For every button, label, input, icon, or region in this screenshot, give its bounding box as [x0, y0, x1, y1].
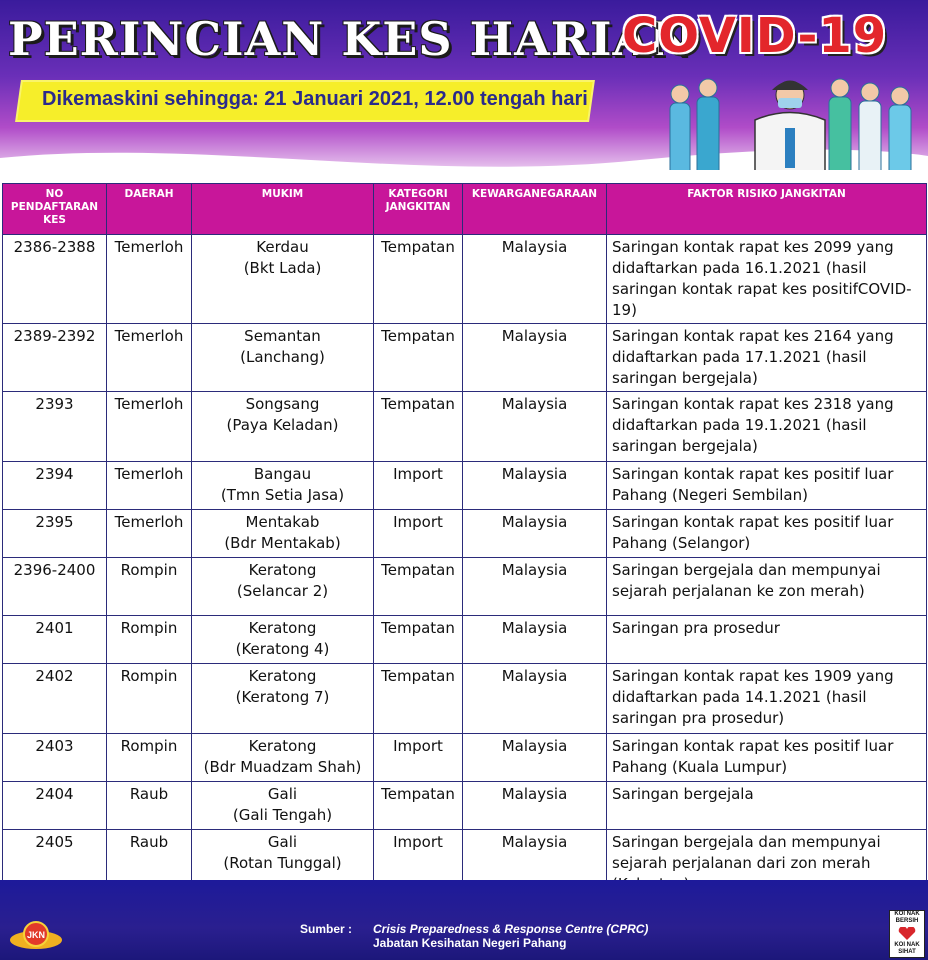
cell-daerah: Temerloh: [107, 324, 192, 392]
cell-no: 2386-2388: [3, 235, 107, 324]
mukim-name: Keratong: [248, 561, 317, 579]
table-row: [3, 734, 927, 782]
cell-mukim: [192, 782, 374, 830]
table-row: [3, 782, 927, 830]
cell-warga: Malaysia: [463, 782, 607, 830]
mukim-name: Bangau: [253, 465, 312, 483]
table-row: [3, 558, 927, 616]
table-row: [3, 510, 927, 558]
cell-mukim: [192, 510, 374, 558]
cell-faktor: Saringan kontak rapat kes 2164 yang didaftarkan pada 17.1.2021 (hasil saringan bergejala): [607, 324, 927, 392]
cell-kategori: Tempatan: [374, 664, 463, 734]
mukim-name: Semantan: [244, 327, 321, 345]
case-table: [2, 183, 927, 900]
cell-faktor: Saringan kontak rapat kes positif luar Pahang (Negeri Sembilan): [607, 462, 927, 510]
mukim-area: (Bdr Muadzam Shah): [203, 758, 362, 776]
mukim-area: (Lanchang): [240, 348, 325, 366]
header-warga: KEWARGANEGARAAN: [463, 184, 607, 235]
header-no: NO PENDAFTARAN KES: [3, 184, 107, 235]
cell-no: 2393: [3, 392, 107, 462]
cell-kategori: Import: [374, 830, 463, 900]
cell-daerah: Temerloh: [107, 510, 192, 558]
cell-daerah: Rompin: [107, 616, 192, 664]
cell-daerah: Temerloh: [107, 462, 192, 510]
source-label: Sumber :: [300, 922, 353, 936]
cell-no: 2395: [3, 510, 107, 558]
page-title: PERINCIAN KES HARIAN: [8, 12, 693, 66]
cell-kategori: Import: [374, 510, 463, 558]
table-row: [3, 324, 927, 392]
cell-no: 2394: [3, 462, 107, 510]
table-row: [3, 462, 927, 510]
mukim-name: Keratong: [248, 619, 317, 637]
mukim-name: Gali: [267, 785, 298, 803]
cell-warga: Malaysia: [463, 510, 607, 558]
cell-kategori: Tempatan: [374, 392, 463, 462]
table-row: [3, 392, 927, 462]
medical-staff-illustration: [660, 70, 928, 170]
table-row: [3, 664, 927, 734]
cell-warga: Malaysia: [463, 616, 607, 664]
mukim-name: Kerdau: [256, 238, 309, 256]
cell-kategori: Tempatan: [374, 235, 463, 324]
mukim-area: (Tmn Setia Jasa): [220, 486, 345, 504]
logo-top-text: KOI NAK BERSIH: [894, 911, 920, 924]
cell-faktor: Saringan kontak rapat kes 2099 yang didaftarkan pada 16.1.2021 (hasil saringan kontak rapat kes positifCOVID-19): [607, 235, 927, 324]
cell-no: 2404: [3, 782, 107, 830]
cell-warga: Malaysia: [463, 462, 607, 510]
cell-faktor: Saringan bergejala dan mempunyai sejarah perjalanan ke zon merah): [607, 558, 927, 616]
cell-faktor: Saringan bergejala dan mempunyai sejarah perjalanan dari zon merah: [607, 830, 927, 900]
cell-daerah: Temerloh: [107, 235, 192, 324]
mukim-area: (Paya Keladan): [226, 416, 339, 434]
cell-faktor: Saringan kontak rapat kes 1909 yang didaftarkan pada 14.1.2021 (hasil saringan pra prosedur): [607, 664, 927, 734]
header-kategori: KATEGORI JANGKITAN: [374, 184, 463, 235]
cell-no: 2405: [3, 830, 107, 900]
cell-no: 2402: [3, 664, 107, 734]
jkn-logo-icon: [8, 918, 64, 954]
cell-kategori: Tempatan: [374, 782, 463, 830]
cell-faktor: Saringan kontak rapat kes 2318 yang didaftarkan pada 19.1.2021 (hasil saringan bergejala): [607, 392, 927, 462]
cell-mukim: [192, 734, 374, 782]
table-row: [3, 616, 927, 664]
cell-mukim: [192, 616, 374, 664]
cell-mukim: [192, 235, 374, 324]
mukim-area: (Keratong 4): [235, 640, 330, 658]
covid-title: COVID-19: [622, 8, 888, 64]
source-line-1: Crisis Preparedness & Response Centre (CPRC): [373, 922, 649, 936]
mukim-area: (Bkt Lada): [243, 259, 322, 277]
koi-nak-sihat-logo: [889, 910, 925, 958]
cell-no: 2403: [3, 734, 107, 782]
logo-bottom-text: KOI NAK SIHAT: [894, 942, 920, 955]
cell-kategori: Tempatan: [374, 558, 463, 616]
mukim-area: (Bdr Mentakab): [224, 534, 341, 552]
cell-faktor: Saringan kontak rapat kes positif luar Pahang (Selangor): [607, 510, 927, 558]
case-table-body: [3, 235, 927, 900]
cell-kategori: Import: [374, 734, 463, 782]
mukim-area: (Rotan Tunggal): [223, 854, 342, 872]
cell-kategori: Tempatan: [374, 324, 463, 392]
cell-daerah: Raub: [107, 782, 192, 830]
cell-warga: Malaysia: [463, 324, 607, 392]
cell-mukim: [192, 392, 374, 462]
cell-warga: Malaysia: [463, 664, 607, 734]
source-line-2: Jabatan Kesihatan Negeri Pahang: [373, 936, 567, 950]
cell-no: 2401: [3, 616, 107, 664]
mukim-name: Songsang: [245, 395, 320, 413]
cell-warga: Malaysia: [463, 235, 607, 324]
mukim-name: Keratong: [248, 667, 317, 685]
cell-kategori: Import: [374, 462, 463, 510]
cell-no: 2389-2392: [3, 324, 107, 392]
cell-daerah: Rompin: [107, 734, 192, 782]
mukim-area: (Keratong 7): [235, 688, 330, 706]
cell-warga: Malaysia: [463, 830, 607, 900]
cell-daerah: Temerloh: [107, 392, 192, 462]
header-banner: [0, 0, 928, 170]
mukim-area: (Selancar 2): [236, 582, 329, 600]
cell-mukim: [192, 558, 374, 616]
cell-warga: Malaysia: [463, 558, 607, 616]
cell-daerah: Rompin: [107, 664, 192, 734]
update-date-text: Dikemaskini sehingga: 21 Januari 2021, 12.00 tengah hari: [42, 88, 588, 110]
mukim-area: (Gali Tengah): [232, 806, 333, 824]
cell-kategori: Tempatan: [374, 616, 463, 664]
cell-warga: Malaysia: [463, 392, 607, 462]
footer: [0, 880, 928, 960]
cell-daerah: Rompin: [107, 558, 192, 616]
mukim-name: Keratong: [248, 737, 317, 755]
cell-no: 2396-2400: [3, 558, 107, 616]
header-mukim: MUKIM: [192, 184, 374, 235]
cell-mukim: [192, 664, 374, 734]
jkn-logo-text: JKN: [26, 930, 46, 940]
heart-icon: [898, 927, 916, 941]
header-faktor: FAKTOR RISIKO JANGKITAN: [607, 184, 927, 235]
cell-warga: Malaysia: [463, 734, 607, 782]
cell-faktor: Saringan pra prosedur: [607, 616, 927, 664]
case-table-container: [2, 183, 926, 900]
mukim-name: Gali: [267, 833, 298, 851]
table-row: [3, 235, 927, 324]
cell-mukim: [192, 462, 374, 510]
header-daerah: DAERAH: [107, 184, 192, 235]
cell-mukim: [192, 324, 374, 392]
table-header-row: [3, 184, 927, 235]
cell-faktor: Saringan bergejala: [607, 782, 927, 830]
cell-faktor: Saringan kontak rapat kes positif luar Pahang (Kuala Lumpur): [607, 734, 927, 782]
mukim-name: Mentakab: [245, 513, 320, 531]
cell-daerah: Raub: [107, 830, 192, 900]
